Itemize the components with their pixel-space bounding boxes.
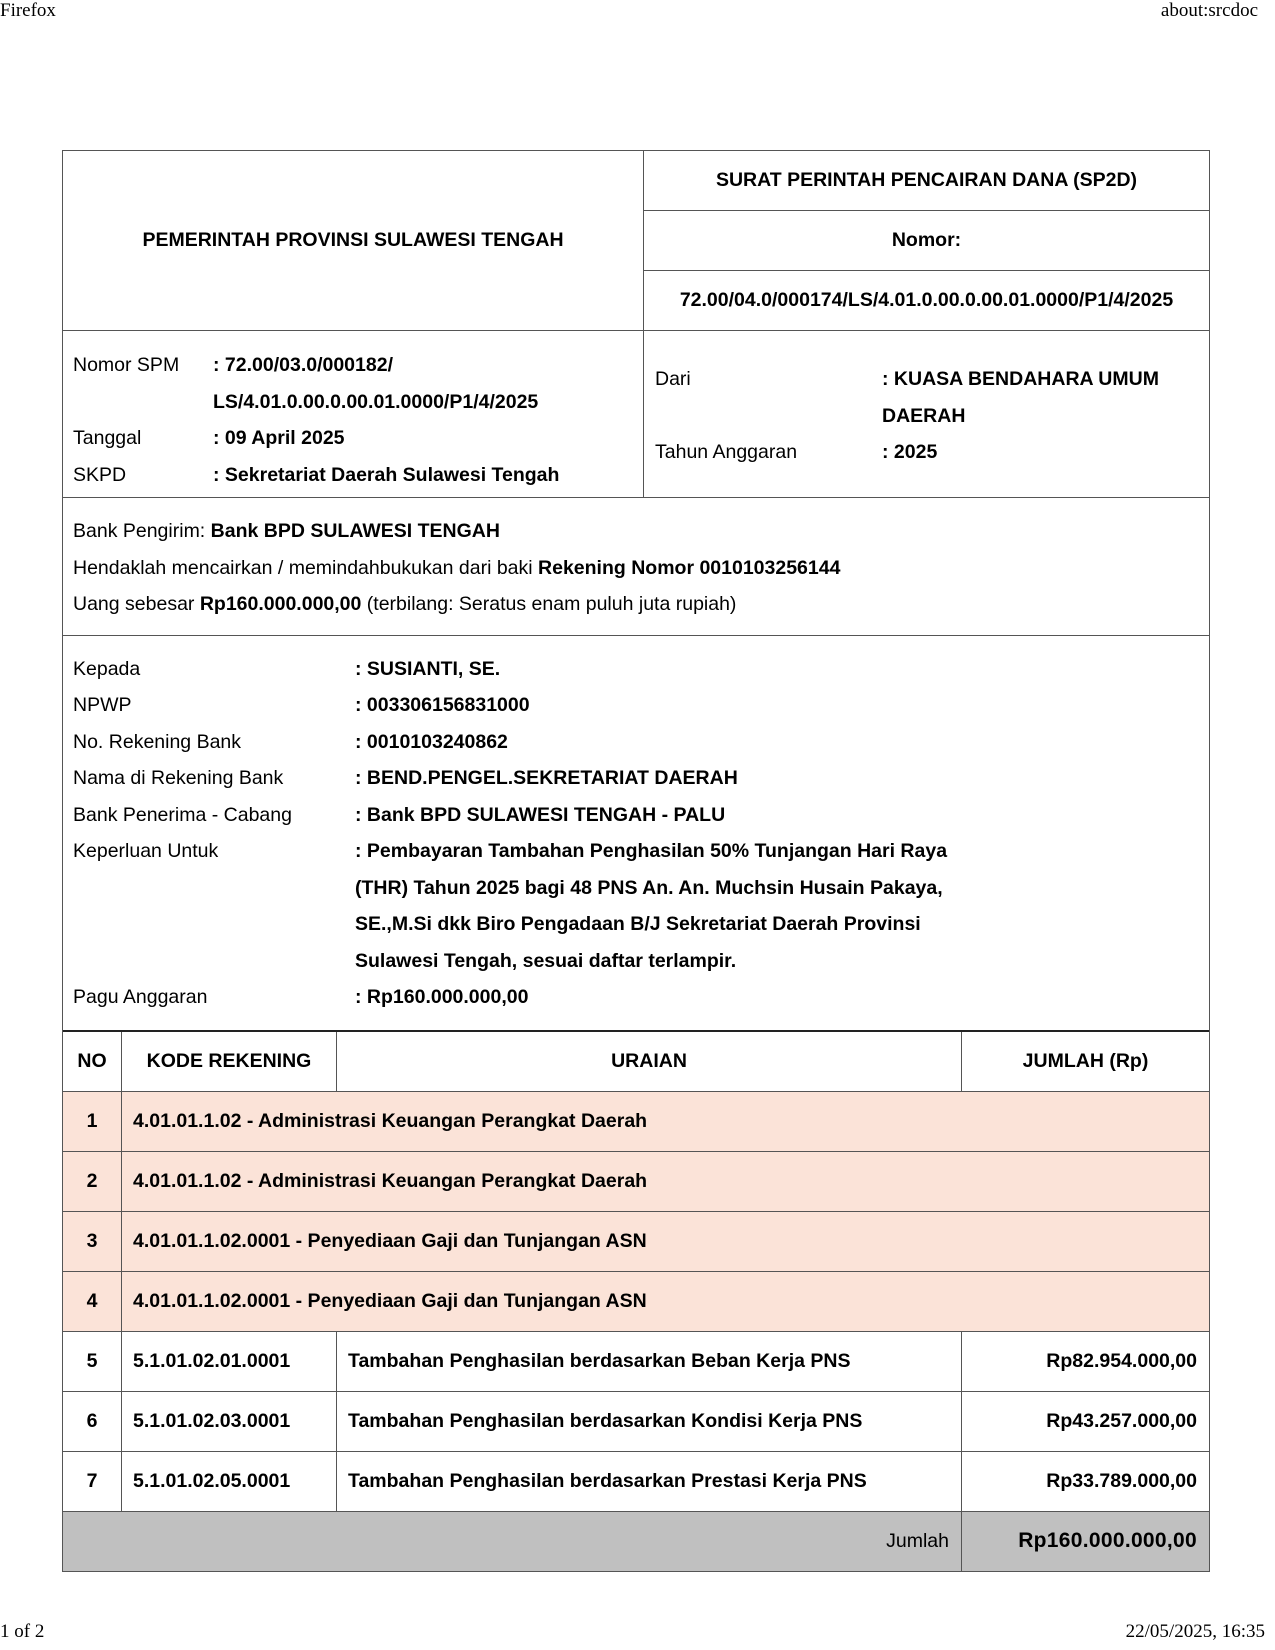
nama-rekening-label: Nama di Rekening Bank — [73, 767, 284, 789]
print-datetime: 22/05/2025, 16:35 — [1125, 1621, 1265, 1642]
skpd-label: SKPD — [73, 463, 127, 486]
npwp-value: : 003306156831000 — [355, 694, 530, 716]
table-row — [63, 1091, 1209, 1151]
tanggal-label: Tanggal — [73, 427, 142, 449]
bank-penerima-value: : Bank BPD SULAWESI TENGAH - PALU — [355, 803, 726, 826]
row-uraian: Tambahan Penghasilan berdasarkan Prestasi Kerja PNS — [336, 1452, 961, 1511]
skpd-value: : Sekretariat Daerah Sulawesi Tengah — [213, 463, 560, 486]
norek-value: : 0010103240862 — [355, 730, 508, 753]
table-row — [63, 1211, 1209, 1271]
document-title: SURAT PERINTAH PENCAIRAN DANA (SP2D) — [715, 169, 1138, 191]
table-row — [63, 1271, 1209, 1331]
bank-pengirim-label: Bank Pengirim: — [73, 520, 211, 542]
pagu-anggaran-label: Pagu Anggaran — [73, 986, 208, 1008]
row-no: 3 — [86, 1229, 98, 1252]
tahun-anggaran-value: : 2025 — [882, 441, 938, 463]
row-no: 6 — [86, 1409, 98, 1432]
row-no: 1 — [86, 1109, 98, 1132]
rekening-nomor: Rekening Nomor 0010103256144 — [538, 556, 841, 579]
dari-value-cont: DAERAH — [882, 404, 966, 427]
row-uraian: Tambahan Penghasilan berdasarkan Kondisi Kerja PNS — [336, 1392, 961, 1451]
uang-label: Uang sebesar — [73, 593, 200, 615]
rekening-table — [63, 1030, 1209, 1571]
table-row — [63, 1331, 1209, 1391]
kepada-label: Kepada — [73, 657, 141, 680]
pagu-anggaran-value: : Rp160.000.000,00 — [355, 986, 529, 1008]
keperluan-value-cont: (THR) Tahun 2025 bagi 48 PNS An. An. Muchsin Husain Pakaya, — [355, 876, 943, 899]
browser-url: about:srcdoc — [1160, 0, 1258, 21]
row-kode: 5.1.01.02.05.0001 — [121, 1452, 336, 1511]
row-jumlah: Rp43.257.000,00 — [961, 1392, 1209, 1451]
spm-section — [63, 330, 1209, 497]
uang-value: Rp160.000.000,00 — [199, 593, 362, 615]
page-indicator: 1 of 2 — [0, 1621, 45, 1642]
kepada-value: : SUSIANTI, SE. — [355, 657, 501, 680]
table-row — [63, 1151, 1209, 1211]
keperluan-value-cont: Sulawesi Tengah, sesuai daftar terlampir. — [355, 949, 737, 972]
browser-app-name: Firefox — [0, 0, 56, 21]
government-name: PEMERINTAH PROVINSI SULAWESI TENGAH — [142, 228, 564, 251]
keperluan-value-cont: SE.,M.Si dkk Biro Pengadaan B/J Sekretariat Daerah Provinsi — [355, 913, 921, 935]
row-jumlah: Rp33.789.000,00 — [961, 1452, 1209, 1511]
table-row — [63, 1451, 1209, 1511]
nomor-spm-value-cont: LS/4.01.0.00.0.00.01.0000/P1/4/2025 — [213, 390, 539, 413]
tanggal-value: : 09 April 2025 — [213, 427, 345, 449]
norek-label: No. Rekening Bank — [73, 730, 242, 753]
terbilang-text: (terbilang: Seratus enam puluh juta rupiah) — [361, 593, 737, 615]
row-group-text: 4.01.01.1.02.0001 - Penyediaan Gaji dan Tunjangan ASN — [121, 1272, 1209, 1331]
total-row — [63, 1511, 1209, 1571]
row-group-text: 4.01.01.1.02.0001 - Penyediaan Gaji dan Tunjangan ASN — [121, 1212, 1209, 1271]
row-no: 2 — [86, 1169, 98, 1192]
bank-section — [63, 497, 1209, 635]
bank-pengirim-value: Bank BPD SULAWESI TENGAH — [210, 520, 500, 542]
keperluan-value: : Pembayaran Tambahan Penghasilan 50% Tunjangan Hari Raya — [355, 840, 948, 862]
keperluan-label: Keperluan Untuk — [73, 840, 219, 862]
dari-value: : KUASA BENDAHARA UMUM — [882, 368, 1159, 390]
tahun-anggaran-label: Tahun Anggaran — [655, 441, 798, 463]
hendaklah-text: Hendaklah mencairkan / memindahbukukan dari baki — [73, 556, 539, 579]
table-header — [63, 1032, 1209, 1091]
row-group-text: 4.01.01.1.02 - Administrasi Keuangan Perangkat Daerah — [121, 1092, 1209, 1151]
row-no: 7 — [86, 1469, 98, 1492]
total-label: Jumlah — [886, 1529, 949, 1552]
nomor-value: 72.00/04.0/000174/LS/4.01.0.00.0.00.01.0000/P1/4/2025 — [644, 270, 1209, 330]
row-kode: 5.1.01.02.03.0001 — [121, 1392, 336, 1451]
sp2d-document — [62, 150, 1210, 1572]
table-row — [63, 1391, 1209, 1451]
nama-rekening-value: : BEND.PENGEL.SEKRETARIAT DAERAH — [355, 767, 738, 789]
document-header — [63, 151, 1209, 330]
nomor-spm-label: Nomor SPM — [73, 354, 180, 376]
header-uraian: URAIAN — [336, 1032, 961, 1091]
nomor-spm-value: : 72.00/03.0/000182/ — [213, 354, 393, 376]
row-no: 5 — [86, 1349, 98, 1372]
header-no: NO — [77, 1049, 107, 1072]
npwp-label: NPWP — [73, 694, 132, 716]
row-group-text: 4.01.01.1.02 - Administrasi Keuangan Perangkat Daerah — [121, 1152, 1209, 1211]
row-uraian: Tambahan Penghasilan berdasarkan Beban Kerja PNS — [336, 1332, 961, 1391]
header-kode-rekening: KODE REKENING — [121, 1032, 336, 1091]
nomor-label: Nomor: — [644, 210, 1209, 270]
bank-penerima-label: Bank Penerima - Cabang — [73, 803, 292, 826]
dari-label: Dari — [655, 368, 691, 390]
row-no: 4 — [86, 1289, 98, 1312]
row-jumlah: Rp82.954.000,00 — [961, 1332, 1209, 1391]
header-jumlah: JUMLAH (Rp) — [961, 1032, 1209, 1091]
row-kode: 5.1.01.02.01.0001 — [121, 1332, 336, 1391]
recipient-section — [63, 635, 1209, 1030]
total-value: Rp160.000.000,00 — [961, 1512, 1209, 1571]
